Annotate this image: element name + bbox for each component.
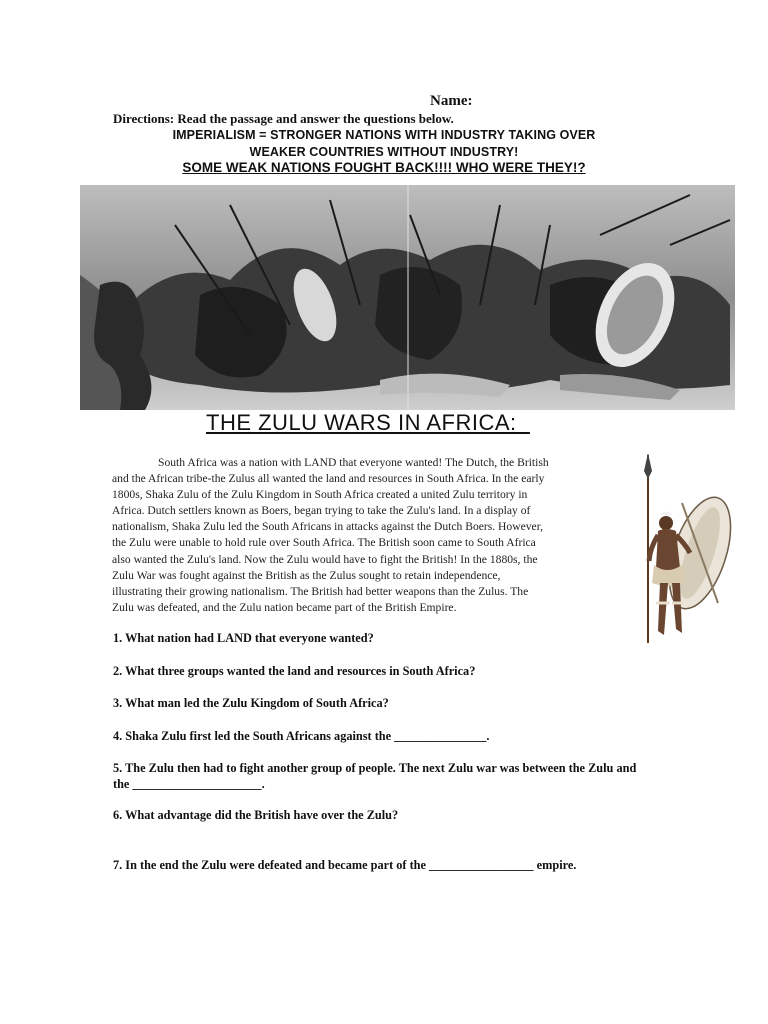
passage-line: illustrating their growing nationalism. The British had better weapons than the Zulus. The — [112, 584, 529, 598]
tagline: SOME WEAK NATIONS FOUGHT BACK!!!! WHO WERE THEY!? — [182, 160, 586, 175]
question-2: 2. What three groups wanted the land and resources in South Africa? — [113, 664, 476, 678]
passage-line: 1800s, Shaka Zulu of the Zulu Kingdom in South Africa created a united Zulu territory in — [112, 488, 528, 502]
question-1: 1. What nation had LAND that everyone wanted? — [113, 631, 374, 645]
battle-scene-drawing — [80, 185, 735, 410]
question-5: 5. The Zulu then had to fight another group of people. The next Zulu war was between the Zulu and the _____________________. — [113, 761, 637, 791]
imperialism-definition-line-2: WEAKER COUNTRIES WITHOUT INDUSTRY! — [249, 145, 519, 159]
warrior-drawing — [630, 453, 735, 648]
passage-line: South Africa was a nation with LAND that everyone wanted! The Dutch, the British — [158, 456, 549, 469]
passage-line: Zulu was defeated, and the Zulu nation became part of the British Empire. — [112, 600, 457, 614]
passage-line: Africa. Dutch settlers known as Boers, began trying to take the Zulu's land. In a display of — [112, 504, 531, 518]
passage — [112, 455, 612, 616]
passage-line: and the African tribe-the Zulus all wanted the land and resources in South Africa. In the early — [112, 472, 545, 486]
question-3: 3. What man led the Zulu Kingdom of South Africa? — [113, 696, 389, 710]
question-4: 4. Shaka Zulu first led the South Africans against the _______________. — [113, 729, 490, 743]
passage-line: Zulu War was fought against the British as the Zulus sought to retain independence, — [112, 568, 501, 582]
passage-line: the Zulu were unable to hold rule over South Africa. The British soon came to South Africa — [112, 536, 536, 550]
passage-line: nationalism, Shaka Zulu led the South Africans in attacks against the Dutch Boers. However, — [112, 520, 543, 534]
imperialism-definition-line-1: IMPERIALISM = STRONGER NATIONS WITH INDUSTRY TAKING OVER — [172, 128, 596, 142]
zulu-warrior-illustration — [630, 453, 735, 648]
page-title: THE ZULU WARS IN AFRICA: — [206, 410, 530, 435]
directions-text: Directions: Read the passage and answer the questions below. — [113, 111, 454, 126]
name-label: Name: — [430, 93, 473, 109]
passage-line: also wanted the Zulu's land. Now the Zulu would have to fight the British! In the 1880s, the — [112, 552, 538, 566]
battle-scene-illustration — [80, 185, 735, 410]
question-6: 6. What advantage did the British have over the Zulu? — [113, 808, 399, 822]
question-7: 7. In the end the Zulu were defeated and became part of the _________________ empire. — [113, 858, 577, 872]
